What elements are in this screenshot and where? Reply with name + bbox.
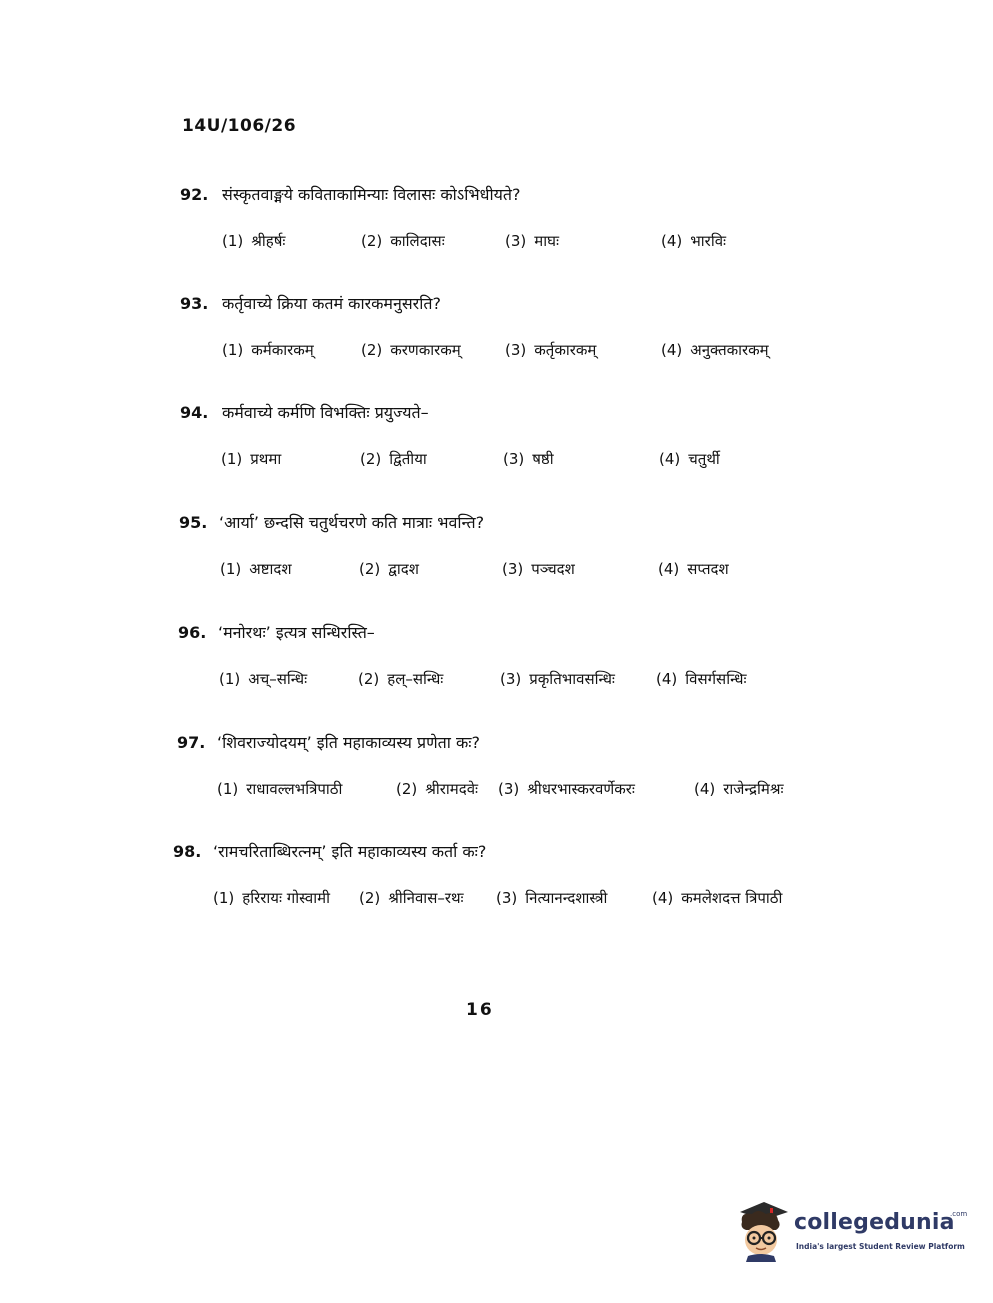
option-2 [396, 779, 478, 799]
option-text: पञ्चदश [531, 560, 575, 578]
option-number: (1) [222, 341, 244, 359]
option-1 [213, 888, 330, 908]
option-text: श्रीनिवास–रथः [388, 889, 464, 907]
option-3 [505, 340, 596, 360]
question-text: ‘रामचरिताब्धिरत्नम्’ इति महाकाव्यस्य कर्ता कः? [213, 842, 487, 861]
question-text: कर्तृवाच्ये क्रिया कतमं कारकमनुसरति? [222, 294, 441, 313]
question-number: 98. [173, 842, 202, 861]
option-2 [359, 559, 419, 579]
option-number: (2) [361, 341, 383, 359]
option-number: (1) [220, 560, 242, 578]
option-text: कालिदासः [390, 232, 445, 250]
option-text: हरिरायः गोस्वामी [242, 889, 330, 907]
logo-brand: collegedunia [794, 1210, 955, 1235]
option-number: (3) [505, 341, 527, 359]
option-text: द्वितीया [389, 450, 427, 468]
option-text: राजेन्द्रमिश्रः [723, 780, 784, 798]
option-3 [502, 559, 575, 579]
option-1 [222, 231, 285, 251]
question-93 [0, 290, 993, 380]
option-number: (3) [503, 450, 525, 468]
option-number: (2) [359, 560, 381, 578]
option-text: भारविः [690, 232, 727, 250]
option-4 [659, 449, 720, 469]
option-number: (1) [217, 780, 239, 798]
option-4 [661, 340, 769, 360]
option-text: श्रीधरभास्करवर्णेकरः [527, 780, 635, 798]
option-text: राधावल्लभत्रिपाठी [246, 780, 343, 798]
option-number: (2) [360, 450, 382, 468]
option-number: (3) [500, 670, 522, 688]
question-94 [0, 399, 993, 489]
question-text: ‘आर्या’ छन्दसि चतुर्थचरणे कति मात्राः भवन्ति? [219, 513, 485, 532]
option-text: विसर्गसन्धिः [685, 670, 747, 688]
question-95 [0, 509, 993, 599]
question-98 [0, 838, 993, 928]
option-3 [503, 449, 554, 469]
page-number: 16 [466, 1000, 494, 1020]
option-number: (3) [498, 780, 520, 798]
option-text: नित्यानन्दशास्त्री [525, 889, 608, 907]
question-number: 94. [180, 403, 209, 422]
option-number: (2) [361, 232, 383, 250]
question-number: 97. [177, 733, 206, 752]
question-number: 96. [178, 623, 207, 642]
option-text: अष्टादश [249, 560, 292, 578]
option-number: (4) [656, 670, 678, 688]
option-number: (3) [496, 889, 518, 907]
option-3 [500, 669, 615, 689]
option-text: हल्–सन्धिः [387, 670, 444, 688]
option-1 [220, 559, 292, 579]
option-number: (3) [505, 232, 527, 250]
collegedunia-logo [732, 1196, 967, 1266]
option-text: कर्तृकारकम् [534, 341, 597, 359]
option-number: (1) [222, 232, 244, 250]
option-2 [361, 340, 461, 360]
option-text: कमलेशदत्त त्रिपाठी [681, 889, 783, 907]
question-text: संस्कृतवाङ्मये कविताकामिन्याः विलासः कोऽभिधीयते? [222, 185, 521, 204]
option-3 [498, 779, 635, 799]
question-text: कर्मवाच्ये कर्मणि विभक्तिः प्रयुज्यते– [222, 403, 429, 422]
option-number: (3) [502, 560, 524, 578]
option-text: चतुर्थी [688, 450, 720, 468]
option-2 [360, 449, 427, 469]
option-2 [358, 669, 443, 689]
option-text: कर्मकारकम् [251, 341, 314, 359]
option-text: प्रकृतिभावसन्धिः [529, 670, 615, 688]
option-number: (2) [358, 670, 380, 688]
option-number: (4) [652, 889, 674, 907]
option-2 [359, 888, 464, 908]
option-text: प्रथमा [250, 450, 282, 468]
logo-tagline: India's largest Student Review Platform [796, 1242, 965, 1251]
option-number: (4) [694, 780, 716, 798]
question-number: 92. [180, 185, 209, 204]
option-4 [661, 231, 726, 251]
option-4 [652, 888, 782, 908]
option-text: द्वादश [388, 560, 419, 578]
question-number: 95. [179, 513, 208, 532]
question-number: 93. [180, 294, 209, 313]
option-1 [221, 449, 281, 469]
student-mascot-icon [732, 1198, 792, 1262]
option-1 [219, 669, 307, 689]
option-1 [222, 340, 314, 360]
paper-code: 14U/106/26 [182, 116, 297, 136]
option-3 [496, 888, 607, 908]
option-text: श्रीहर्षः [251, 232, 286, 250]
option-4 [658, 559, 729, 579]
option-text: श्रीरामदवेः [425, 780, 479, 798]
option-number: (4) [659, 450, 681, 468]
option-number: (4) [661, 232, 683, 250]
option-text: अनुक्तकारकम् [690, 341, 769, 359]
option-number: (2) [359, 889, 381, 907]
option-2 [361, 231, 445, 251]
question-text: ‘मनोरथः’ इत्यत्र सन्धिरस्ति– [218, 623, 375, 642]
question-92 [0, 181, 993, 271]
question-97 [0, 729, 993, 819]
option-text: अच्–सन्धिः [248, 670, 308, 688]
option-1 [217, 779, 342, 799]
option-number: (1) [219, 670, 241, 688]
option-number: (1) [213, 889, 235, 907]
option-text: करणकारकम् [390, 341, 461, 359]
question-96 [0, 619, 993, 709]
question-text: ‘शिवराज्योदयम्’ इति महाकाव्यस्य प्रणेता कः? [217, 733, 481, 752]
option-text: षष्ठी [532, 450, 554, 468]
option-4 [656, 669, 747, 689]
option-text: माघः [534, 232, 560, 250]
logo-suffix: .com [950, 1210, 968, 1218]
option-number: (1) [221, 450, 243, 468]
option-text: सप्तदश [687, 560, 729, 578]
option-number: (4) [661, 341, 683, 359]
option-number: (2) [396, 780, 418, 798]
option-number: (4) [658, 560, 680, 578]
option-4 [694, 779, 784, 799]
option-3 [505, 231, 559, 251]
